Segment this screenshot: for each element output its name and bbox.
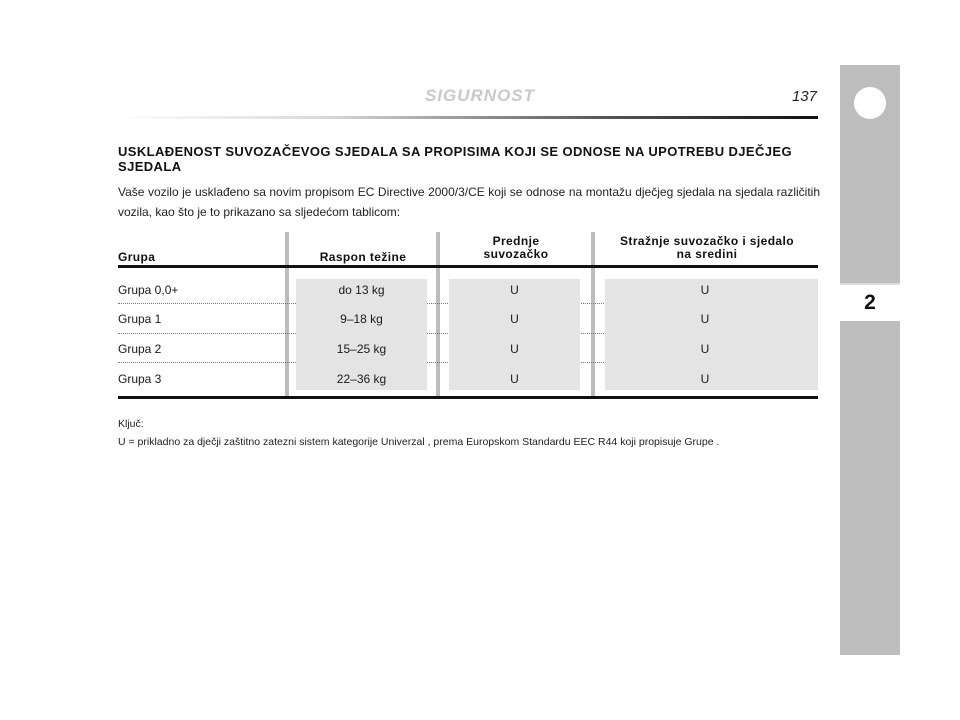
- table-header-rule: [118, 265, 818, 268]
- chapter-tab[interactable]: 2: [840, 283, 900, 321]
- row-weight-cell: 9–18 kg: [340, 312, 383, 326]
- row-weight-cell: 15–25 kg: [336, 342, 387, 356]
- header-weight: Raspon težine: [319, 250, 407, 264]
- table-bottom-rule: [118, 396, 818, 399]
- row-weight-cell: do 13 kg: [338, 283, 385, 297]
- column-separator: [591, 232, 595, 398]
- legend-key-label: Ključ:: [118, 418, 144, 430]
- row-front-cell: U: [510, 342, 519, 356]
- header-rear: Stražnje suvozačko i sjedalo na sredini: [620, 234, 794, 261]
- intro-paragraph: Vaše vozilo je usklađeno sa novim propisom EC Directive 2000/3/CE koji se odnose na montažu dječjeg sjedala na sjedala različitih vozila, kao što je to prikazano sa sljedećom tablicom:: [118, 185, 820, 219]
- row-group-label: Grupa 0,0+: [118, 283, 179, 297]
- section-title: USKLAĐENOST SUVOZAČEVOG SJEDALA SA PROPISIMA KOJI SE ODNOSE NA UPOTREBU DJEČJEG SJEDALA: [118, 144, 792, 174]
- header-group: Grupa: [118, 250, 156, 264]
- row-rear-cell: U: [700, 372, 710, 386]
- column-separator: [285, 232, 289, 398]
- chapter-sidebar: [840, 65, 900, 655]
- column-separator: [436, 232, 440, 398]
- row-front-cell: U: [510, 312, 519, 326]
- row-front-cell: U: [510, 372, 519, 386]
- row-rear-cell: U: [700, 312, 710, 326]
- header-rule: [118, 116, 818, 119]
- row-rear-cell: U: [700, 283, 710, 297]
- page-header-title: SIGURNOST: [424, 86, 536, 105]
- row-group-label: Grupa 3: [118, 372, 162, 386]
- row-group-label: Grupa 1: [118, 312, 162, 326]
- legend-u-definition: U = prikladno za dječji zaštitno zatezni sistem kategorije Univerzal , prema Europskom Standardu EEC R44 koji propisuje Grupe .: [118, 436, 720, 448]
- circle-icon: [854, 87, 886, 119]
- row-weight-cell: 22–36 kg: [336, 372, 387, 386]
- header-front: Prednje suvozačko: [483, 234, 549, 261]
- row-group-label: Grupa 2: [118, 342, 162, 356]
- row-rear-cell: U: [700, 342, 710, 356]
- row-front-cell: U: [510, 283, 519, 297]
- page-number: 137: [791, 88, 817, 105]
